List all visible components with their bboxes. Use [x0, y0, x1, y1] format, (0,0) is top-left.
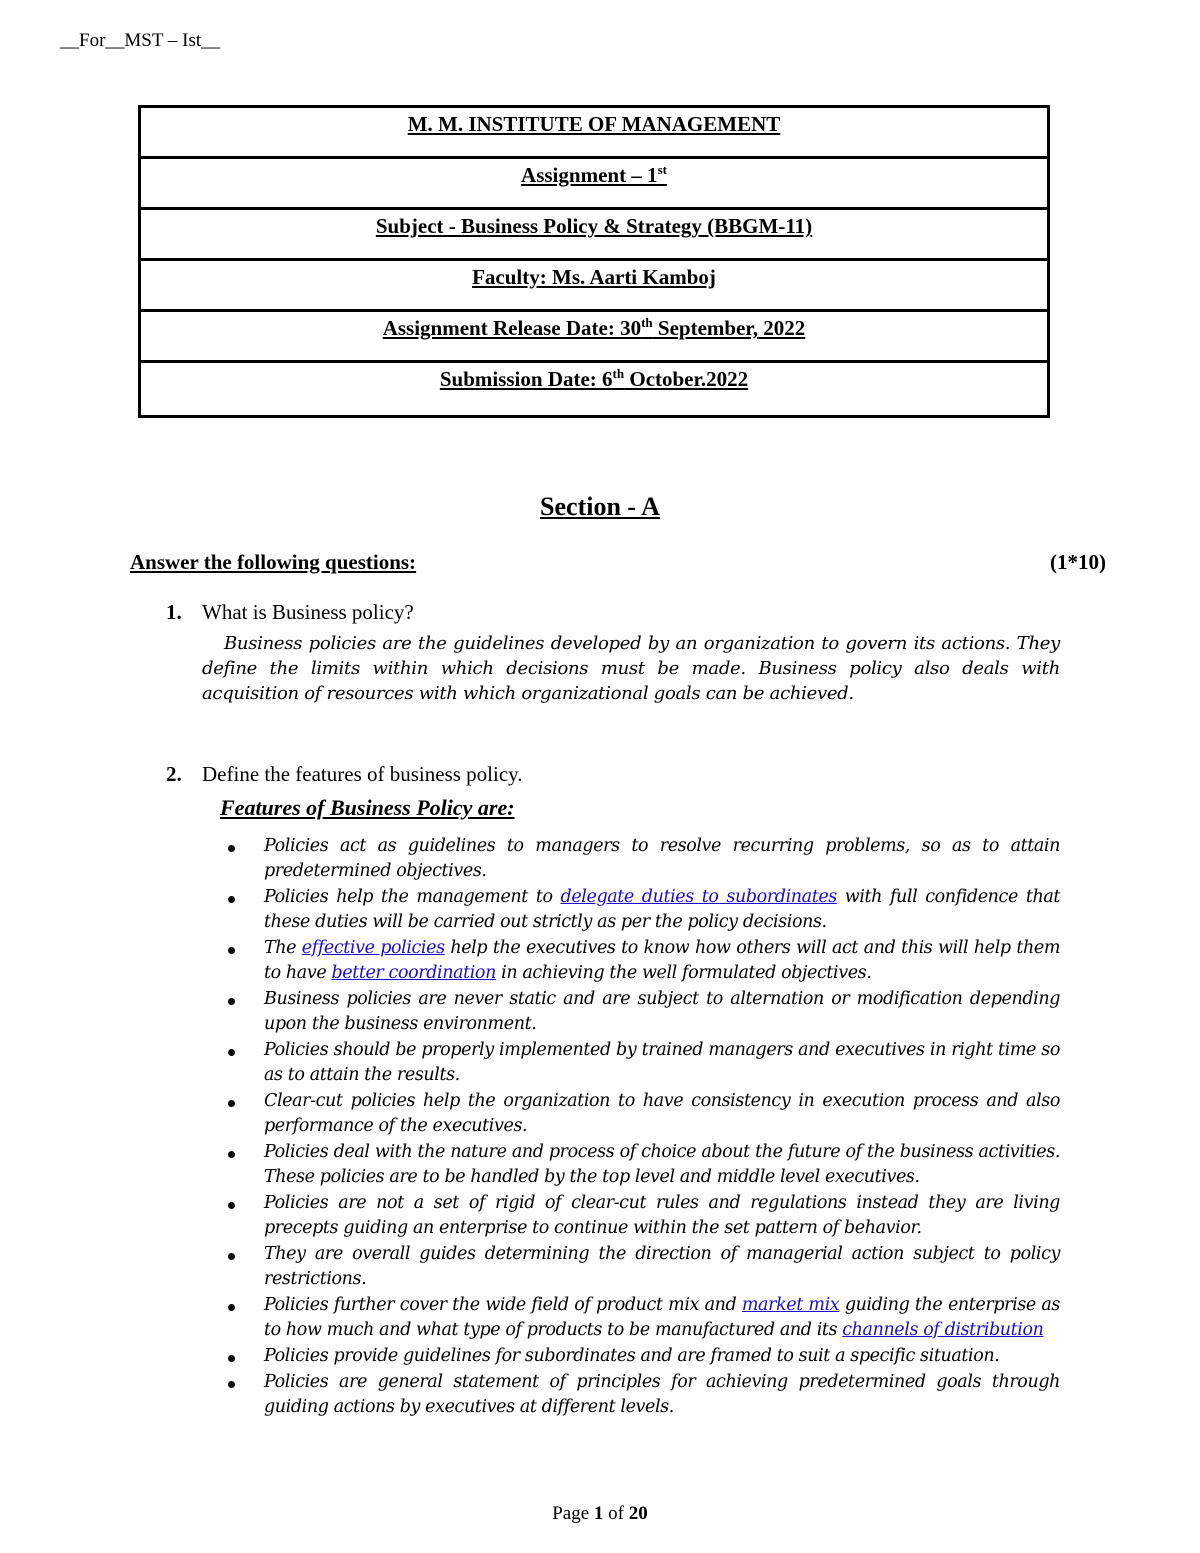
link-better-coordination[interactable]: better coordination	[331, 963, 496, 983]
page-footer: Page 1 of 20	[552, 1503, 648, 1524]
institute-row	[141, 108, 1047, 159]
link-effective-policies[interactable]: effective policies	[301, 938, 445, 958]
release-date-label: Assignment Release Date: 30th September, 2022	[382, 315, 806, 340]
link-delegate-duties[interactable]: delegate duties to subordinates	[560, 887, 837, 907]
subject-row	[141, 210, 1047, 261]
bullet-icon	[228, 1151, 235, 1158]
features-list	[226, 834, 1060, 1421]
bullet-icon	[228, 1100, 235, 1107]
marks-label: (1*10)	[1050, 550, 1106, 574]
header-note: __For__MST – Ist__	[60, 30, 221, 51]
list-item: Policies act as guidelines to managers to resolve recurring problems, so as to attain predetermined objectives.	[226, 834, 1060, 884]
list-item: Policies provide guidelines for subordinates and are framed to suit a specific situation.	[226, 1344, 1060, 1369]
list-item: Policies should be properly implemented by trained managers and executives in right time so as to attain the results.	[226, 1038, 1060, 1088]
list-item: The effective policies help the executives to know how others will act and this will help them to have better coordination in achieving the well formulated objectives.	[226, 936, 1060, 986]
submission-date-label: Submission Date: 6th October.2022	[439, 366, 749, 391]
instruction-heading: Answer the following questions:	[130, 550, 417, 574]
question-text: What is Business policy?	[202, 600, 414, 624]
assignment-info-table	[138, 105, 1050, 418]
list-item: Business policies are never static and are subject to alternation or modification depending upon the business environment.	[226, 987, 1060, 1037]
subject-label: Subject - Business Policy & Strategy (BBGM-11)	[375, 214, 813, 238]
bullet-icon	[228, 896, 235, 903]
page-current: 1	[593, 1503, 604, 1524]
list-item: Policies help the management to delegate duties to subordinates with full confidence that these duties will be carried out strictly as per the policy decisions.	[226, 885, 1060, 935]
bullet-icon	[228, 1202, 235, 1209]
assignment-row	[141, 159, 1047, 210]
bullet-icon	[228, 845, 235, 852]
question-2	[166, 762, 523, 787]
submission-date-row	[141, 363, 1047, 415]
bullet-icon	[228, 947, 235, 954]
bullet-icon	[228, 998, 235, 1005]
list-item: Policies are general statement of principles for achieving predetermined goals through guiding actions by executives at different levels.	[226, 1370, 1060, 1420]
section-title: Section - A	[540, 492, 660, 521]
question-number: 1.	[166, 600, 182, 624]
answer-1: Business policies are the guidelines developed by an organization to govern its actions. They define the limits within which decisions must be made. Business policy also deals with acquisition of resources with which organizational goals can be achieved.	[202, 633, 1060, 704]
page-total: 20	[628, 1503, 648, 1524]
institute-name: M. M. INSTITUTE OF MANAGEMENT	[407, 112, 781, 136]
list-item: They are overall guides determining the direction of managerial action subject to policy restrictions.	[226, 1242, 1060, 1292]
list-item: Policies are not a set of rigid of clear-cut rules and regulations instead they are living precepts guiding an enterprise to continue within the set pattern of behavior.	[226, 1191, 1060, 1241]
bullet-icon	[228, 1253, 235, 1260]
question-1	[166, 600, 414, 625]
release-date-row	[141, 312, 1047, 363]
list-item: Policies deal with the nature and process of choice about the future of the business activities. These policies are to be handled by the top level and middle level executives.	[226, 1140, 1060, 1190]
faculty-row	[141, 261, 1047, 312]
list-item: Clear-cut policies help the organization to have consistency in execution process and also performance of the executives.	[226, 1089, 1060, 1139]
question-text: Define the features of business policy.	[202, 762, 523, 786]
list-item: Policies further cover the wide field of product mix and market mix guiding the enterprise as to how much and what type of products to be manufactured and its channels of distribution	[226, 1293, 1060, 1343]
link-market-mix[interactable]: market mix	[741, 1295, 840, 1315]
link-channels-of-distribution[interactable]: channels of distribution	[842, 1320, 1044, 1340]
question-number: 2.	[166, 762, 182, 786]
bullet-icon	[228, 1304, 235, 1311]
features-heading: Features of Business Policy are:	[220, 795, 515, 820]
bullet-icon	[228, 1355, 235, 1362]
faculty-label: Faculty: Ms. Aarti Kamboj	[472, 265, 716, 289]
assignment-label: Assignment – 1st	[521, 162, 667, 187]
bullet-icon	[228, 1381, 235, 1388]
bullet-icon	[228, 1049, 235, 1056]
